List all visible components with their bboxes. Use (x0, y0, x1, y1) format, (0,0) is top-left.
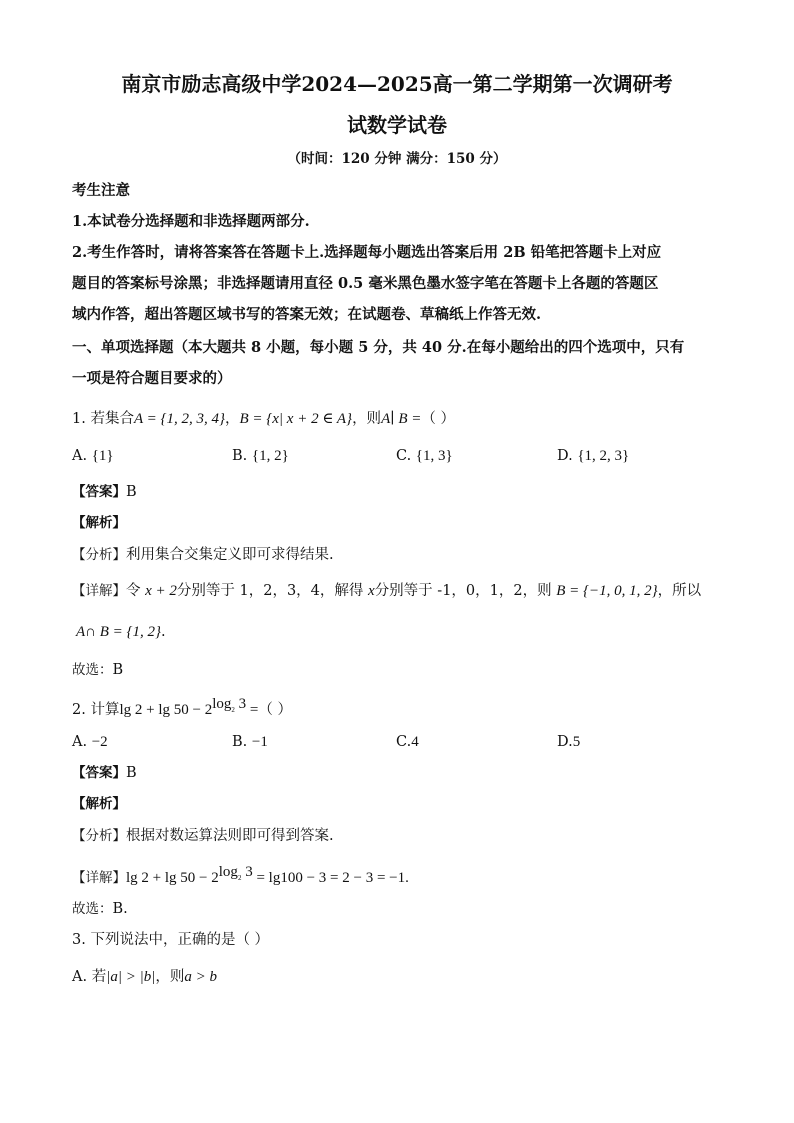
q3-option-a-then: ，则 (155, 969, 185, 985)
q1-option-c (396, 446, 453, 466)
question-1-stem (72, 409, 455, 429)
q2-paren: （ ） (258, 701, 292, 718)
q2-choose (72, 899, 128, 919)
q2-option-d (557, 732, 580, 752)
q1-detail-set-f: B = {−1, 0, 1, 2} (556, 583, 658, 599)
q1-option-d-value: {1, 2, 3} (577, 448, 630, 464)
q1-answer-value: B (126, 484, 137, 500)
question-3-stem: 3. 下列说法中，正确的是（ ） (72, 932, 270, 948)
notice-item-2-line1: 2.考生作答时，请将答案答在答题卡上.选择题每小题选出答案后用 2B 铅笔把答题卡上对应 (72, 244, 662, 261)
q1-option-a-value: {1} (91, 448, 114, 464)
q2-detail-expr-a: lg 2 + lg 50 − 2 (126, 869, 219, 886)
q1-detail-result: A∩ B = {1, 2} (76, 624, 162, 640)
q2-fenxi-label: 【分析】 (72, 828, 126, 844)
q2-detail-expr-b: = lg100 − 3 = 2 − 3 = −1. (252, 869, 409, 886)
q2-detail-log: log (218, 864, 238, 880)
q1-option-c-label: C. (396, 448, 412, 464)
q2-expr-b: = (246, 701, 259, 718)
q1-answer (72, 482, 137, 502)
exam-title-line1: 南京市励志高级中学2024—2025高一第二学期第一次调研考 (121, 72, 673, 96)
question-2-stem (72, 694, 292, 720)
q2-analysis-label (72, 794, 126, 814)
q2-option-a-label: A. (72, 734, 88, 750)
q1-set-b: B = {x| x + 2 ∈ A} (239, 411, 353, 427)
q2-choose-label: 故选： (72, 901, 113, 917)
q1-set-a: A = {1, 2, 3, 4} (133, 411, 225, 427)
q1-detail-expr-b: x + 2 (145, 583, 177, 599)
q2-fenxi-text: 根据对数运算法则即可得到答案. (126, 828, 334, 844)
q1-detail-text-a: 令 (126, 583, 146, 599)
exam-subtitle: （时间：120 分钟 满分：150 分） (287, 151, 507, 167)
q1-option-b-value: {1, 2} (251, 448, 289, 464)
q1-then: ，则 (352, 411, 382, 427)
q1-choose (72, 660, 123, 680)
q1-detail-label: 【详解】 (72, 583, 126, 599)
q1-option-a-label: A. (72, 448, 88, 464)
q2-expr-a: lg 2 + lg 50 − 2 (119, 701, 213, 718)
notice-heading: 考生注意 (72, 182, 130, 199)
q2-option-d-value: 5 (572, 734, 581, 750)
q2-expr-arg: 3 (234, 696, 247, 712)
q2-option-c-label: C. (396, 734, 412, 750)
q2-option-b-value: −1 (251, 734, 268, 750)
q2-prefix: 2. 计算 (72, 701, 120, 718)
q2-answer-value: B (126, 765, 137, 781)
q2-detail (72, 862, 409, 888)
q2-detail-label: 【详解】 (72, 869, 126, 886)
q1-detail-line2 (76, 622, 166, 642)
q2-option-a (72, 732, 108, 752)
q1-analysis-label (72, 513, 126, 533)
q2-option-b-label: B. (232, 734, 248, 750)
q1-comma: ， (224, 411, 240, 427)
notice-item-2-line2: 题目的答案标号涂黑；非选择题请用直径 0.5 毫米黑色墨水签字笔在答题卡上各题的答题区 (72, 275, 659, 292)
q1-fenxi (72, 545, 334, 565)
q1-analysis-tag: 【解析】 (72, 515, 126, 531)
q1-detail-line1 (72, 581, 701, 601)
q1-option-b (232, 446, 289, 466)
q1-choose-label: 故选： (72, 662, 113, 678)
exam-title-line2: 试数学试卷 (347, 113, 447, 137)
q1-detail-period: . (161, 624, 166, 640)
q1-fenxi-label: 【分析】 (72, 547, 126, 563)
q2-analysis-tag: 【解析】 (72, 796, 126, 812)
q1-expr: A∣ B = (381, 411, 422, 427)
q1-option-c-value: {1, 3} (415, 448, 453, 464)
q1-detail-text-e: 分别等于 -1，0，1，2，则 (374, 583, 557, 599)
q1-fenxi-text: 利用集合交集定义即可求得结果. (126, 547, 334, 563)
q3-option-a-expr: |a| > |b| (106, 969, 156, 985)
q1-option-a (72, 446, 114, 466)
q1-detail-text-c: 分别等于 1，2，3，4，解得 (176, 583, 369, 599)
q3-option-a-expr2: a > b (184, 969, 217, 985)
section-heading-line1: 一、单项选择题（本大题共 8 小题，每小题 5 分，共 40 分.在每小题给出的四个选项中，只有 (72, 339, 685, 356)
q1-prefix: 1. 若集合 (72, 411, 134, 427)
q1-choose-value: B (112, 662, 124, 678)
notice-item-2-line3: 域内作答，超出答题区域书写的答案无效；在试题卷、草稿纸上作答无效. (72, 306, 542, 323)
section-heading-line2: 一项是符合题目要求的） (72, 370, 232, 387)
q2-option-c (396, 732, 419, 752)
q2-detail-base: 2 (237, 874, 242, 882)
q2-option-c-value: 4 (411, 734, 419, 750)
q2-option-b (232, 732, 268, 752)
q1-detail-text-g: ，所以 (657, 583, 702, 599)
q1-paren: （ ） (421, 411, 455, 427)
q2-expr-log: log (212, 696, 232, 712)
q2-detail-arg: 3 (241, 864, 253, 880)
q2-answer-label: 【答案】 (72, 765, 126, 781)
q1-option-b-label: B. (232, 448, 248, 464)
q2-choose-value: B. (112, 901, 128, 917)
q2-option-a-value: −2 (91, 734, 108, 750)
q1-option-d (557, 446, 629, 466)
q2-fenxi (72, 826, 334, 846)
q1-detail-var-d: x (368, 583, 375, 599)
q3-option-a-label: A. 若 (72, 969, 107, 985)
q2-expr-base: 2 (231, 706, 235, 714)
q1-answer-label: 【答案】 (72, 484, 126, 500)
q2-answer (72, 763, 137, 783)
q3-option-a (72, 967, 217, 987)
q2-option-d-label: D. (557, 734, 573, 750)
notice-item-1: 1.本试卷分选择题和非选择题两部分. (72, 213, 310, 230)
q1-option-d-label: D. (557, 448, 573, 464)
